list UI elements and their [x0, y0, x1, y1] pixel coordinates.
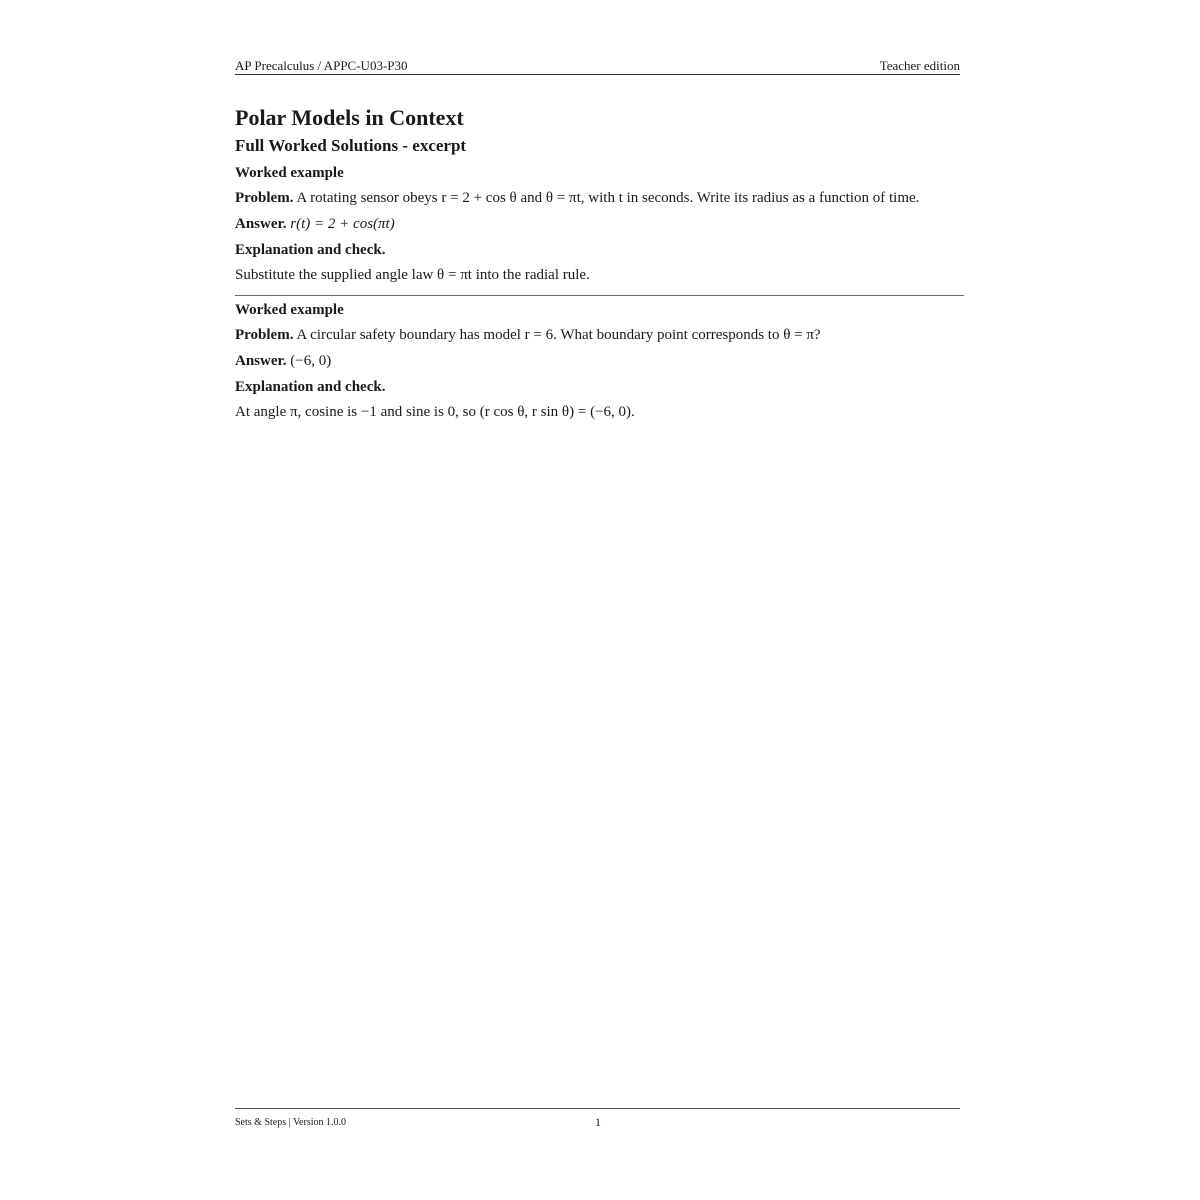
answer-text: r(t) = 2 + cos(πt) — [290, 216, 395, 232]
page-number: 1 — [595, 1115, 601, 1129]
example-heading: Worked example — [235, 302, 344, 318]
problem-statement — [235, 188, 965, 208]
problem-label: Problem. — [235, 190, 294, 206]
page-content — [235, 104, 965, 422]
worked-example-1 — [235, 163, 965, 285]
worked-example-2 — [235, 300, 965, 422]
page-title: Polar Models in Context — [235, 105, 464, 130]
explanation-label: Explanation and check. — [235, 379, 386, 395]
answer-text: (−6, 0) — [290, 353, 332, 369]
footer-version: Sets & Steps | Version 1.0.0 — [235, 1117, 346, 1128]
answer-label: Answer. — [235, 216, 287, 232]
problem-text: A rotating sensor obeys r = 2 + cos θ and θ = πt, with t in seconds. Write its radius as a function of time. — [296, 190, 920, 206]
explanation-label: Explanation and check. — [235, 242, 386, 258]
edition-label: Teacher edition — [879, 58, 960, 73]
running-header — [235, 58, 960, 75]
explanation-text: Substitute the supplied angle law θ = πt into the radial rule. — [235, 267, 590, 283]
course-path: AP Precalculus / APPC-U03-P30 — [235, 58, 408, 73]
page-subtitle: Full Worked Solutions - excerpt — [235, 136, 467, 155]
running-footer — [235, 1108, 960, 1129]
example-heading: Worked example — [235, 165, 344, 181]
problem-text: A circular safety boundary has model r = 6. What boundary point corresponds to θ = π? — [296, 327, 821, 343]
answer-label: Answer. — [235, 353, 287, 369]
answer-line — [235, 214, 965, 234]
problem-label: Problem. — [235, 327, 294, 343]
problem-statement — [235, 325, 965, 345]
answer-line — [235, 351, 965, 371]
explanation-text: At angle π, cosine is −1 and sine is 0, so (r cos θ, r sin θ) = (−6, 0). — [235, 404, 635, 420]
